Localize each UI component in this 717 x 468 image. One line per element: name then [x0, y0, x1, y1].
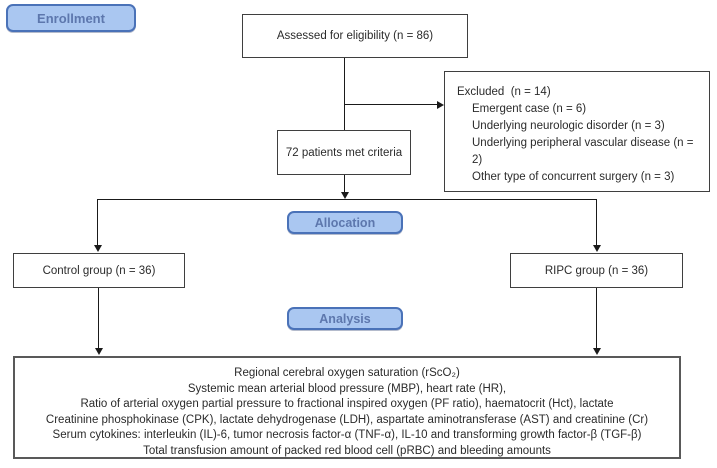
connector-assessed-to-criteria — [344, 58, 345, 130]
connector-criteria-to-split — [344, 175, 345, 193]
analysis-outcome-line: Serum cytokines: interleukin (IL)-6, tumor necrosis factor-α (TNF-α), IL-10 and transforming growth factor-β (TGF-β) — [52, 429, 642, 441]
connector-split-to-control — [97, 199, 98, 246]
down-arrowhead-icon — [593, 245, 601, 252]
assessed-eligibility-box: Assessed for eligibility (n = 86) — [242, 14, 468, 58]
excluded-title: Excluded (n = 14) — [457, 86, 551, 98]
excluded-item: Underlying neurologic disorder (n = 3) — [472, 120, 665, 132]
excluded-item: Underlying peripheral vascular disease (n = 2) — [472, 137, 694, 166]
analysis-outcome-line: Ratio of arterial oxygen partial pressure to fractional inspired oxygen (PF ratio), haematocrit (Hct), lactate — [80, 398, 614, 410]
down-arrowhead-icon — [94, 245, 102, 252]
analysis-stage-label: Analysis — [287, 307, 403, 330]
enrollment-stage-label: Enrollment — [6, 4, 136, 32]
met-criteria-box: 72 patients met criteria — [277, 130, 411, 175]
down-arrowhead-icon — [95, 348, 103, 355]
analysis-outcomes-box — [13, 356, 681, 459]
analysis-outcome-line: Total transfusion amount of packed red blood cell (pRBC) and bleeding amounts — [143, 444, 551, 457]
analysis-outcome-line: Regional cerebral oxygen saturation (rScO₂) — [234, 367, 460, 379]
connector-ripc-to-analysis — [596, 288, 597, 349]
right-arrowhead-icon — [437, 101, 444, 109]
allocation-stage-label: Allocation — [287, 211, 403, 234]
analysis-outcome-line: Creatinine phosphokinase (CPK), lactate dehydrogenase (LDH), aspartate aminotransferase (AST) and creatinine (Cr) — [45, 413, 649, 426]
excluded-item: Emergent case (n = 6) — [472, 103, 587, 115]
excluded-content — [445, 72, 709, 196]
connector-control-to-analysis — [98, 288, 99, 349]
excluded-item: Other type of concurrent surgery (n = 3) — [472, 171, 675, 183]
ripc-group-box: RIPC group (n = 36) — [510, 253, 683, 288]
connector-split-to-ripc — [596, 199, 597, 246]
excluded-box — [444, 71, 710, 192]
down-arrowhead-icon — [341, 192, 349, 199]
control-group-box: Control group (n = 36) — [13, 253, 185, 288]
down-arrowhead-icon — [593, 348, 601, 355]
connector-allocation-split — [97, 199, 597, 200]
connector-to-excluded — [344, 104, 437, 105]
analysis-outcome-line: Systemic mean arterial blood pressure (MBP), heart rate (HR), — [187, 382, 507, 395]
